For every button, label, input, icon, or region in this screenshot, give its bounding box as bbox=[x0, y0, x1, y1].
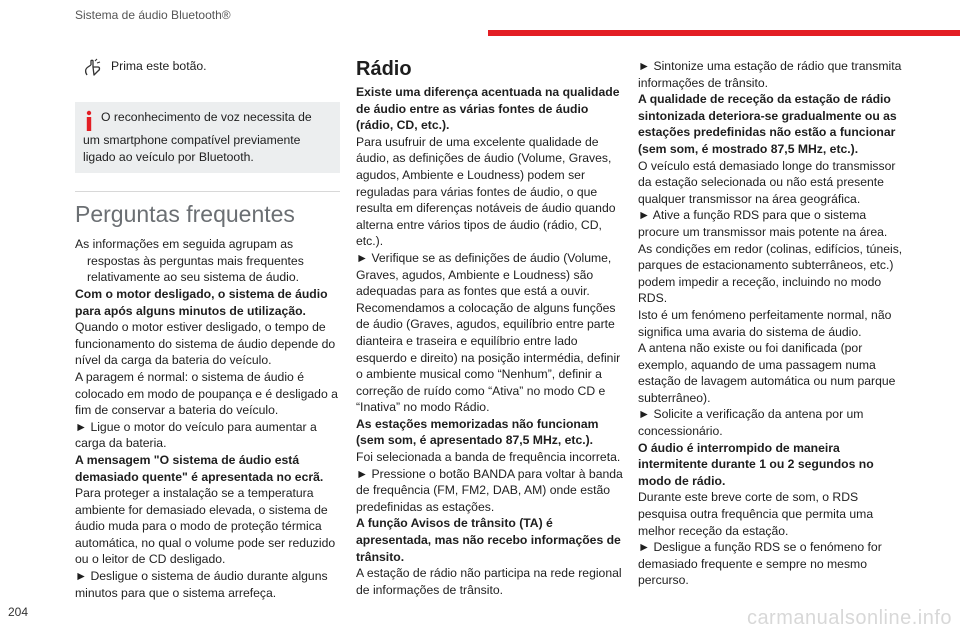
faq-answer-1a: Quando o motor estiver desligado, o tempo de funcionamento do sistema de áudio depende do nível da carga da bateria do veículo. bbox=[75, 320, 336, 368]
radio-answer-4f: ► Solicite a verificação da antena por um concessionário. bbox=[638, 407, 864, 439]
radio-question-5: O áudio é interrompido de maneira intermitente durante 1 ou 2 segundos no modo de rádio. bbox=[638, 440, 874, 488]
radio-answer-5b: ► Desligue a função RDS se o fenómeno for demasiado frequente e sempre no mesmo percurso. bbox=[638, 540, 882, 588]
running-header: Sistema de áudio Bluetooth® bbox=[75, 8, 231, 22]
faq-answer-1b: A paragem é normal: o sistema de áudio é colocado em modo de poupança e é desligado a fim de conservar a bateria do veículo. bbox=[75, 369, 338, 418]
faq-intro: As informações em seguida agrupam as respostas às perguntas mais frequentes relativamente ao seu sistema de áudio. bbox=[75, 237, 304, 285]
watermark: carmanualsonline.info bbox=[746, 607, 952, 629]
radio-question-2: As estações memorizadas não funcionam (sem som, é apresentado 87,5 MHz, etc.). bbox=[356, 416, 599, 448]
faq-answer-2a: Para proteger a instalação se a temperatura ambiente for demasiado elevada, o sistema de áudio muda para o modo de proteção térmica automática, no qual o volume pode ser reduzido ou o leitor de CD desligado. bbox=[75, 486, 336, 567]
page-number: 204 bbox=[8, 605, 29, 619]
column-right bbox=[638, 58, 906, 589]
radio-answer-1b: ► Verifique se as definições de áudio (Volume, Graves, agudos, Ambiente e Loudness) são adequadas para as fontes que está a ouvir. Recomendamos a colocação de alguns funções de áudio (Graves, agudos, equilíbrio entre parte dianteira e traseira e equilíbrio entre lado esquerdo e direito) na posição intermédia, definir o ambiente musical como “Nenhum”, definir a correção de ruído como “Ativa” no modo CD e “Inativa” no modo Rádio. bbox=[356, 250, 621, 415]
column-middle bbox=[356, 58, 624, 598]
faq-answer-1c: ► Ligue o motor do veículo para aumentar a carga da bateria. bbox=[75, 419, 317, 451]
radio-answer-2b: ► Pressione o botão BANDA para voltar à banda de frequência (FM, FM2, DAB, AM) onde estão predefinidas as estações. bbox=[356, 466, 623, 514]
radio-answer-1a: Para usufruir de uma excelente qualidade de áudio, as definições de áudio (Volume, Graves, agudos, Ambiente e Loudness) podem ser reguladas para várias fontes de áudio, o que resulta em diferenças notáveis de áudio quando alterna entre vários tipos de áudio (rádio, CD, etc.). bbox=[356, 134, 616, 249]
header-accent-bar bbox=[488, 30, 960, 36]
faq-question-2: A mensagem "O sistema de áudio está demasiado quente" é apresentada no ecrã. bbox=[75, 452, 324, 484]
faq-answer-2b: ► Desligue o sistema de áudio durante alguns minutos para que o sistema arrefeça. bbox=[75, 569, 328, 600]
press-button-instruction bbox=[83, 58, 340, 78]
info-note-text: O reconhecimento de voz necessita de um smartphone compatível previamente ligado ao veículo por Bluetooth. bbox=[83, 110, 312, 164]
press-button-text: Prima este botão. bbox=[111, 59, 207, 73]
radio-answer-4c: As condições em redor (colinas, edifícios, túneis, parques de estacionamento subterrâneos, etc.) podem impedir a receção, incluindo no modo RDS. bbox=[638, 241, 903, 306]
radio-question-4: A qualidade de receção da estação de rádio sintonizada deteriora-se gradualmente ou as estações predefinidas não estão a funcionar (sem som, é mostrado 87,5 MHz, etc.). bbox=[638, 92, 897, 156]
faq-section-title: Perguntas frequentes bbox=[75, 191, 340, 228]
info-note-box bbox=[75, 102, 340, 173]
radio-question-1: Existe uma diferença acentuada na qualidade de áudio entre as várias fontes de áudio (rádio, CD, etc.). bbox=[356, 85, 620, 133]
radio-answer-4e: A antena não existe ou foi danificada (por exemplo, aquando de uma passagem numa estação de lavagem automática ou num parque subterrâneo). bbox=[638, 341, 896, 405]
radio-answer-5a: Durante este breve corte de som, o RDS pesquisa outra frequência que permita uma melhor receção da estação. bbox=[638, 490, 874, 538]
hand-press-icon bbox=[83, 58, 103, 78]
radio-question-3: A função Avisos de trânsito (TA) é apresentada, mas não recebo informações de trânsito. bbox=[356, 516, 621, 564]
radio-answer-3b: ► Sintonize uma estação de rádio que transmita informações de trânsito. bbox=[638, 59, 902, 90]
radio-answer-3a: A estação de rádio não participa na rede regional de informações de trânsito. bbox=[356, 566, 622, 597]
radio-answer-4b: ► Ative a função RDS para que o sistema procure um transmissor mais potente na área. bbox=[638, 208, 888, 239]
column-left bbox=[75, 58, 340, 601]
radio-answer-4a: O veículo está demasiado longe do transmissor da estação selecionada ou não está presente qualquer transmissor na área geográfica. bbox=[638, 158, 896, 206]
radio-answer-4d: Isto é um fenómeno perfeitamente normal, não significa uma avaria do sistema de áudio. bbox=[638, 307, 892, 339]
faq-question-1: Com o motor desligado, o sistema de áudio para após alguns minutos de utilização. bbox=[75, 286, 328, 318]
radio-answer-2a: Foi selecionada a banda de frequência incorreta. bbox=[356, 450, 621, 465]
radio-section-title: Rádio bbox=[356, 58, 412, 80]
info-icon bbox=[83, 110, 95, 132]
